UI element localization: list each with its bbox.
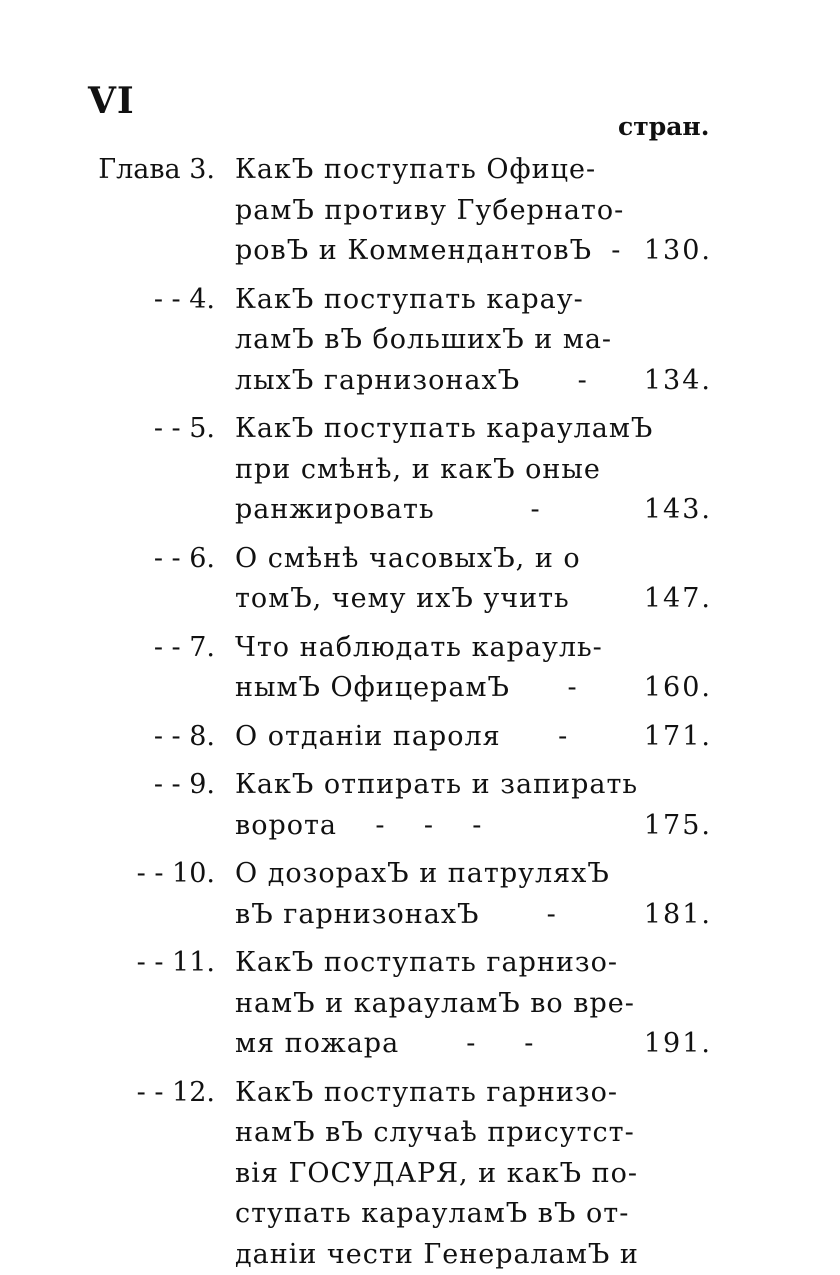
entry-title-line: КакЪ поступать гарнизо- bbox=[235, 947, 619, 978]
entry-page-number: 160. bbox=[643, 672, 712, 703]
entry-title-line: намЪ вЪ случаѣ присутст- bbox=[235, 1117, 635, 1148]
entry-title-line: ворота - - - bbox=[235, 809, 483, 841]
entry-title-line: ламЪ вЪ большихЪ и ма- bbox=[235, 324, 613, 355]
entry-page-number: 191. bbox=[643, 1028, 712, 1059]
entry-title-line: намЪ и карауламЪ во вре- bbox=[235, 987, 635, 1019]
entry-page-number: 143. bbox=[643, 494, 712, 525]
entry-title-line: О отданіи пароля - bbox=[235, 720, 569, 752]
entry-title-line: рамЪ противу Губернато- bbox=[235, 194, 625, 226]
entry-title-line: О дозорахЪ и патруляхЪ bbox=[235, 858, 610, 889]
entry-page-number: 171. bbox=[643, 720, 712, 752]
entry-title-line: ранжировать - bbox=[235, 494, 541, 525]
entry-title-line: лыхЪ гарнизонахЪ - bbox=[235, 364, 588, 396]
entry-chapter-number: - - 11. bbox=[136, 947, 215, 978]
entry-title-line: вЪ гарнизонахЪ - bbox=[235, 898, 557, 930]
entry-page-number: 130. bbox=[643, 235, 712, 266]
entry-chapter-number: Глава 3. bbox=[98, 154, 215, 185]
entry-chapter-number: - - 7. bbox=[153, 631, 215, 663]
entry-title-line: КакЪ поступать карауламЪ bbox=[235, 413, 654, 444]
entry-title-line: КакЪ отпирать и запирать bbox=[235, 769, 639, 800]
entry-page-number: 134. bbox=[643, 364, 712, 396]
entry-title-line: О смѣнѣ часовыхЪ, и о bbox=[235, 542, 581, 574]
page-number: VI bbox=[88, 80, 135, 122]
entry-chapter-number: - - 5. bbox=[153, 413, 215, 444]
entry-chapter-number: - - 6. bbox=[153, 542, 215, 574]
entry-title-line: нымЪ ОфицерамЪ - bbox=[235, 672, 578, 703]
entry-title-line: КакЪ поступать карау- bbox=[235, 283, 584, 315]
entry-chapter-number: - - 12. bbox=[136, 1076, 215, 1108]
entry-title-line: ступать карауламЪ вЪ от- bbox=[235, 1198, 630, 1229]
entry-title-line: при смѣнѣ, и какЪ оные bbox=[235, 453, 601, 485]
entry-title-line: вія ГОСУДАРЯ, и какЪ по- bbox=[235, 1157, 639, 1189]
entry-chapter-number: - - 10. bbox=[136, 858, 215, 889]
entry-title-line: ровЪ и КоммендантовЪ - bbox=[235, 235, 622, 266]
entry-page-number: 181. bbox=[643, 898, 712, 930]
entry-title-line: томЪ, чему ихЪ учить bbox=[235, 583, 570, 614]
entry-title-line: даніи чести ГенераламЪ и bbox=[235, 1238, 639, 1270]
entry-title-line: КакЪ поступать Офице- bbox=[235, 154, 597, 185]
entry-title-line: Что наблюдать карауль- bbox=[235, 631, 603, 663]
pages-column-header: стран. bbox=[618, 112, 710, 141]
entry-title-line: мя пожара - - bbox=[235, 1028, 535, 1059]
entry-chapter-number: - - 9. bbox=[153, 769, 215, 800]
entry-page-number: 175. bbox=[643, 809, 712, 841]
entry-chapter-number: - - 4. bbox=[153, 283, 215, 315]
entry-chapter-number: - - 8. bbox=[153, 720, 215, 752]
entry-page-number: 147. bbox=[643, 583, 712, 614]
entry-title-line: КакЪ поступать гарнизо- bbox=[235, 1076, 619, 1108]
